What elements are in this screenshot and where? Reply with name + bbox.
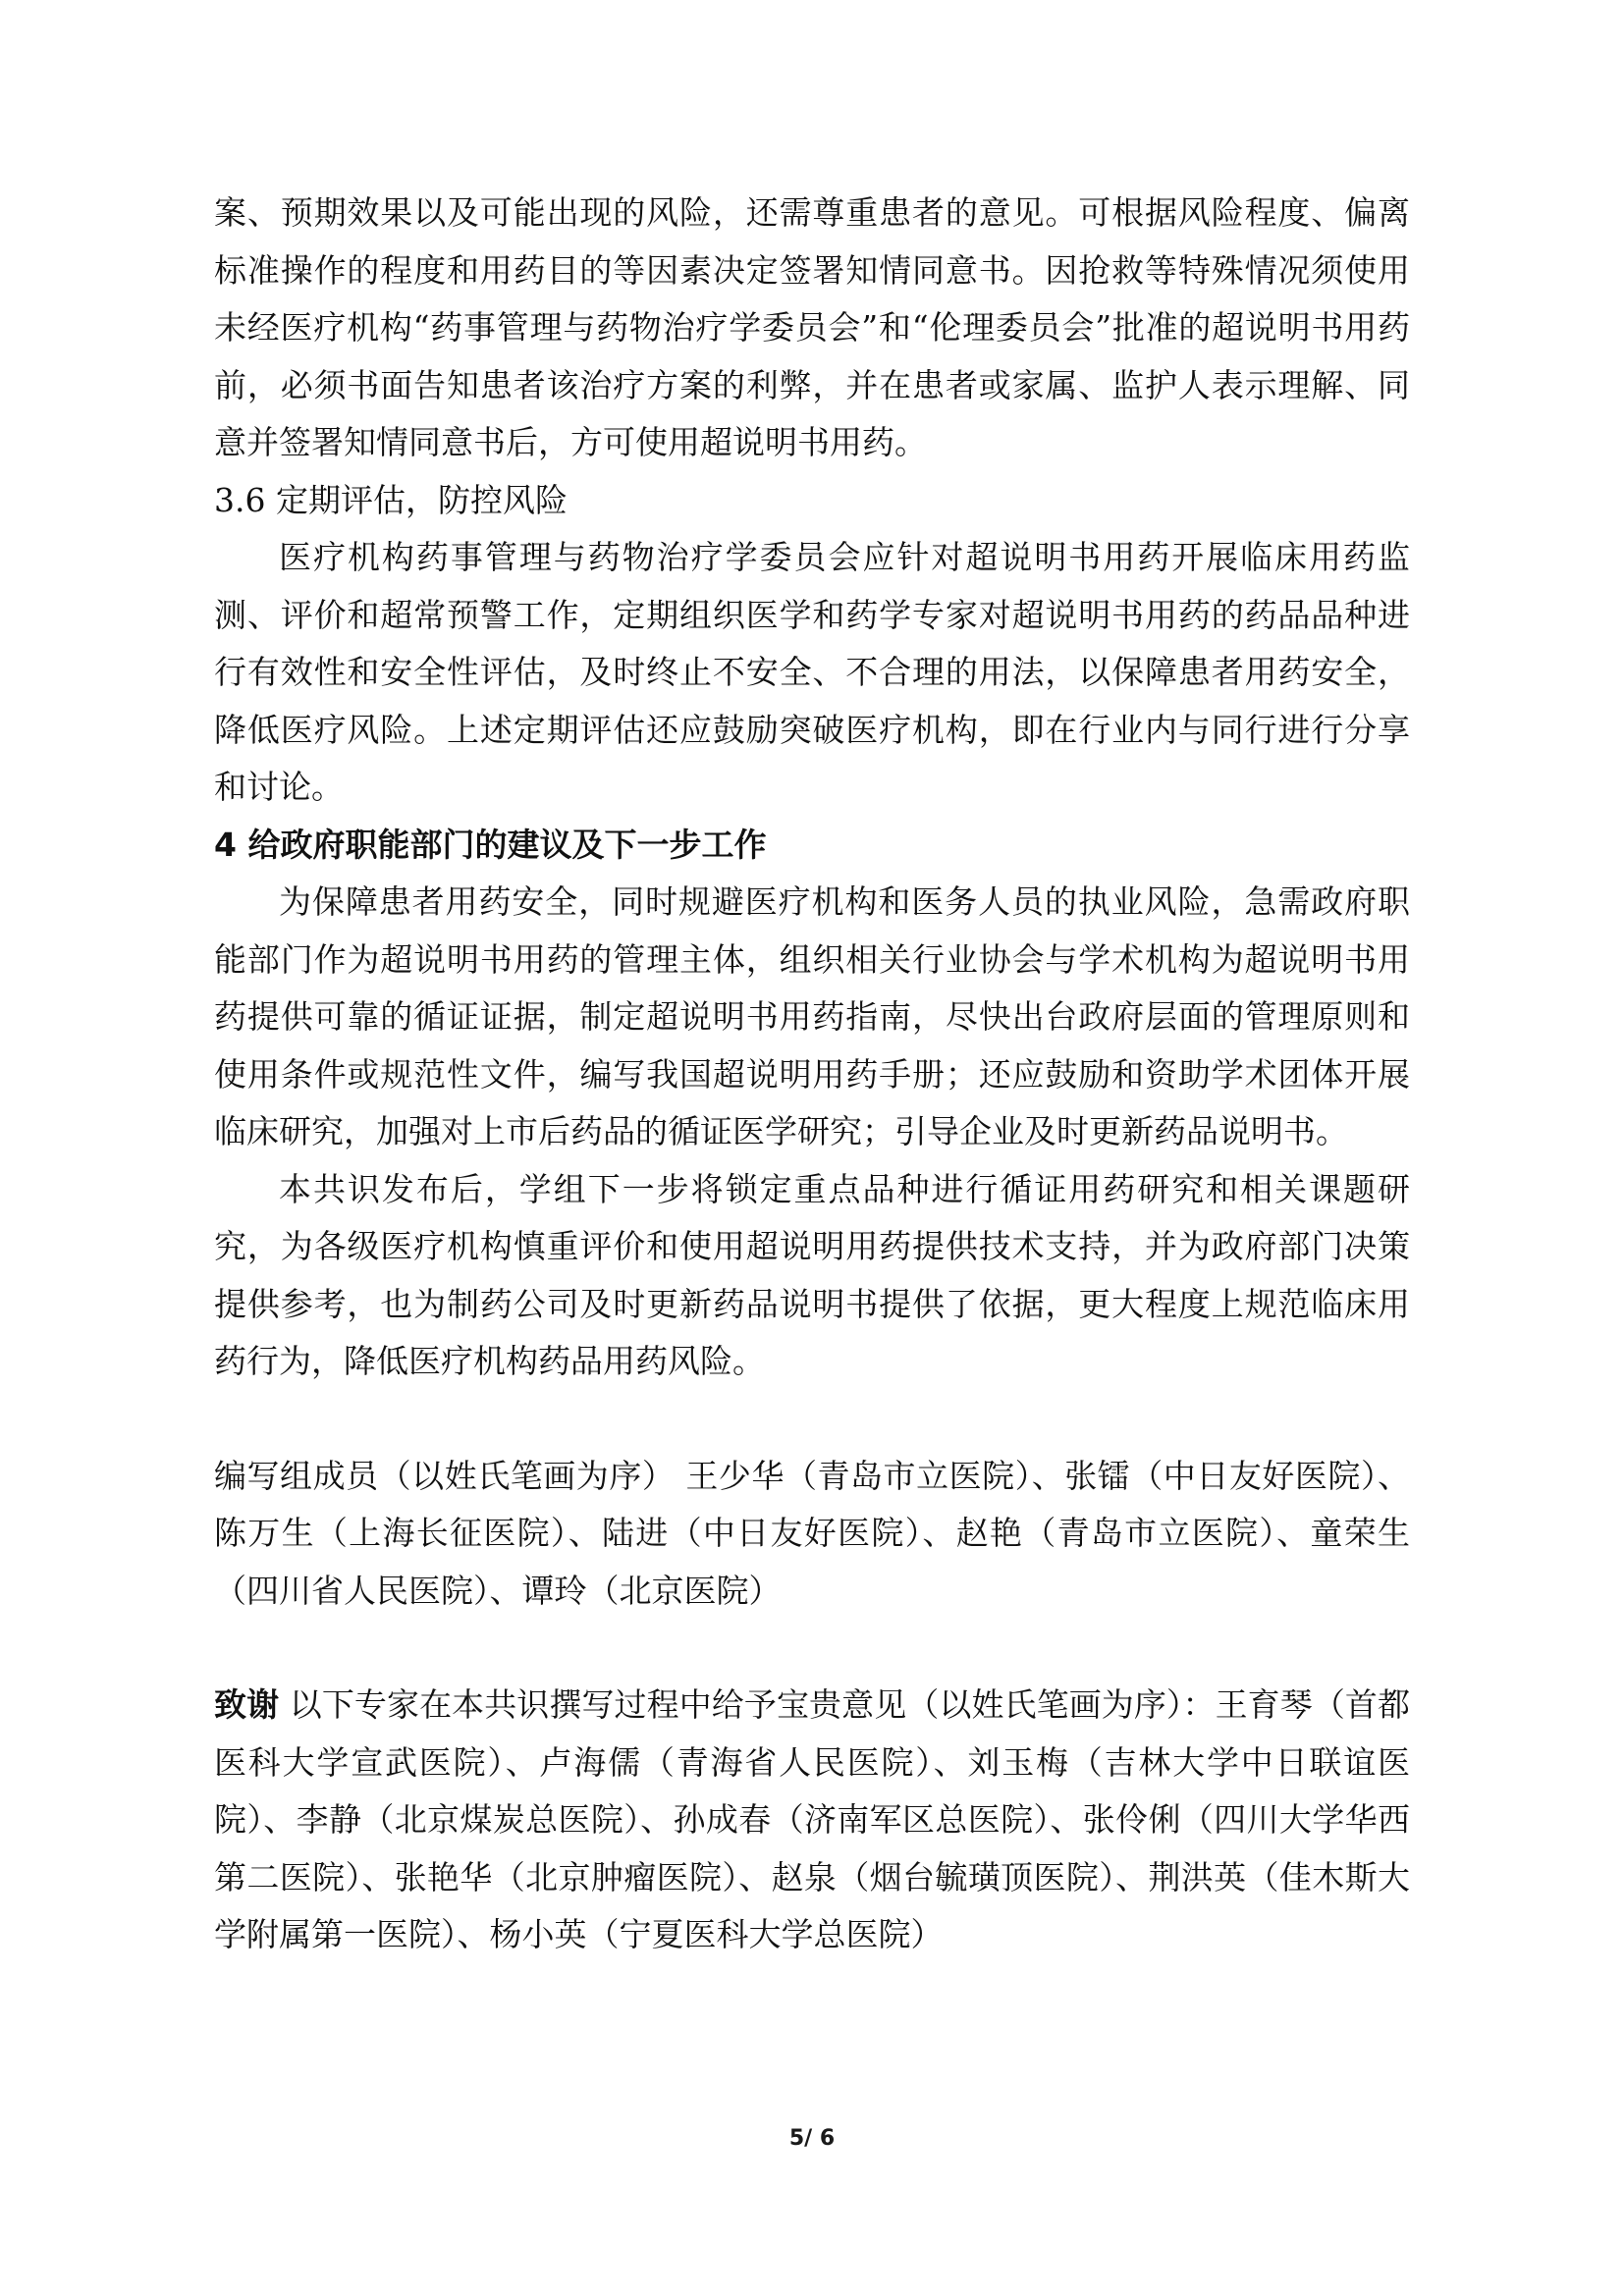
section-4-heading: 4 给政府职能部门的建议及下一步工作 bbox=[214, 825, 767, 864]
page-number: 5/ 6 bbox=[788, 2126, 836, 2151]
section-4-paragraph-2: 本共识发布后，学组下一步将锁定重点品种进行循证用药研究和相关课题研究，为各级医疗机构慎重评价和使用超说明用药提供技术支持，并为政府部门决策提供参考，也为制药公司及时更新药品说明书提供了依据，更大程度上规范临床用药行为，降低医疗机构药品用药风险。 bbox=[214, 1169, 1410, 1380]
page-body bbox=[214, 185, 1410, 1964]
section-3-6-heading: 3.6 定期评估，防控风险 bbox=[214, 480, 568, 519]
spacer bbox=[214, 1620, 1410, 1677]
acknowledgement-lead: 致谢 bbox=[214, 1685, 280, 1724]
spacer bbox=[214, 1391, 1410, 1448]
acknowledgement-body: 以下专家在本共识撰写过程中给予宝贵意见（以姓氏笔画为序）：王育琴（首都医科大学宣武医院）、卢海儒（青海省人民医院）、刘玉梅（吉林大学中日联谊医院）、李静（北京煤炭总医院）、孙成春（济南军区总医院）、张伶俐（四川大学华西第二医院）、张艳华（北京肿瘤医院）、赵泉（烟台毓璜顶医院）、荆洪英（佳木斯大学附属第一医院）、杨小英（宁夏医科大学总医院） bbox=[214, 1685, 1410, 1953]
consent-paragraph: 案、预期效果以及可能出现的风险，还需尊重患者的意见。可根据风险程度、偏离标准操作的程度和用药目的等因素决定签署知情同意书。因抢救等特殊情况须使用未经医疗机构“药事管理与药物治疗学委员会”和“伦理委员会”批准的超说明书用药前，必须书面告知患者该治疗方案的利弊，并在患者或家属、监护人表示理解、同意并签署知情同意书后，方可使用超说明书用药。 bbox=[214, 193, 1410, 461]
acknowledgement-paragraph bbox=[214, 1677, 1410, 1964]
section-3-6-paragraph: 医疗机构药事管理与药物治疗学委员会应针对超说明书用药开展临床用药监测、评价和超常预警工作，定期组织医学和药学专家对超说明书用药的药品品种进行有效性和安全性评估，及时终止不安全、不合理的用法，以保障患者用药安全，降低医疗风险。上述定期评估还应鼓励突破医疗机构，即在行业内与同行进行分享和讨论。 bbox=[214, 538, 1410, 806]
authors-paragraph: 编写组成员（以姓氏笔画为序） 王少华（青岛市立医院）、张镭（中日友好医院）、陈万生（上海长征医院）、陆进（中日友好医院）、赵艳（青岛市立医院）、童荣生（四川省人民医院）、谭玲（北京医院） bbox=[214, 1456, 1410, 1610]
section-4-paragraph-1: 为保障患者用药安全，同时规避医疗机构和医务人员的执业风险，急需政府职能部门作为超说明书用药的管理主体，组织相关行业协会与学术机构为超说明书用药提供可靠的循证证据，制定超说明书用药指南，尽快出台政府层面的管理原则和使用条件或规范性文件，编写我国超说明用药手册；还应鼓励和资助学术团体开展临床研究，加强对上市后药品的循证医学研究；引导企业及时更新药品说明书。 bbox=[214, 882, 1410, 1150]
